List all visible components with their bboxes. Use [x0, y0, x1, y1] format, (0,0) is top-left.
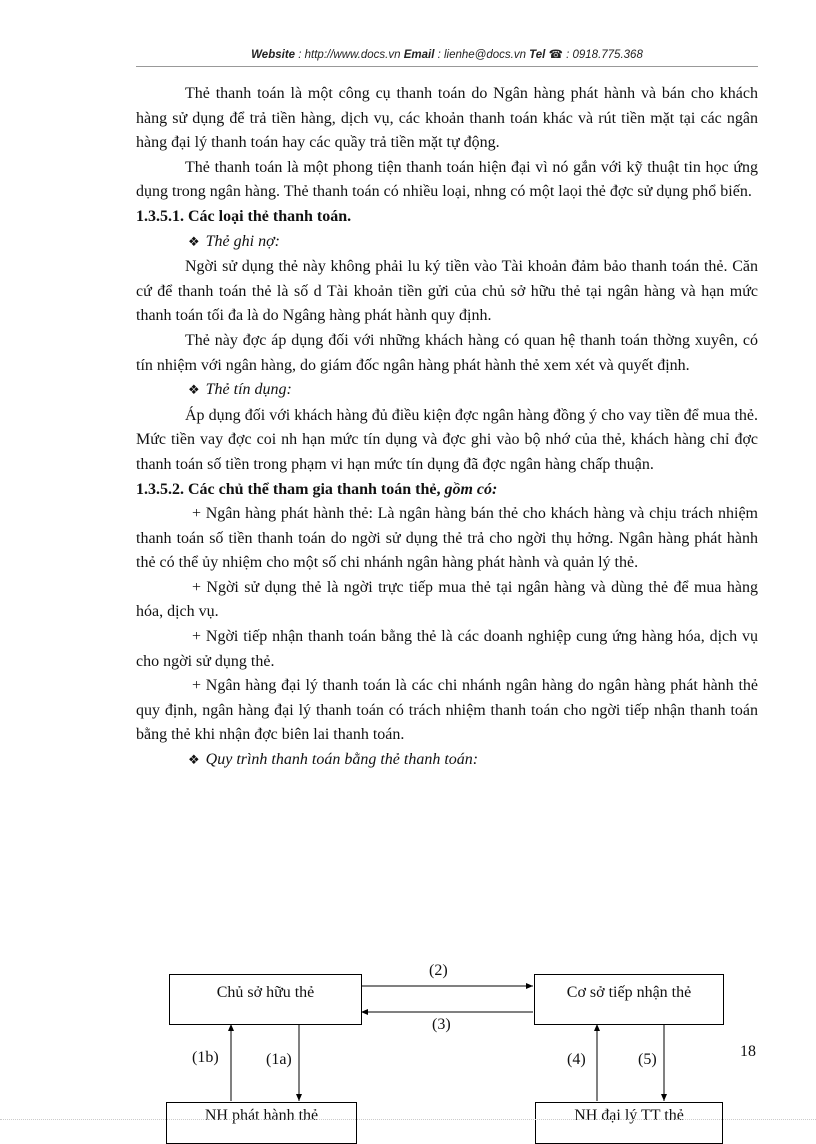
box-card-holder	[169, 974, 362, 1025]
section-heading-participants-italic: gồm có:	[444, 480, 498, 498]
label-step-4: (4)	[567, 1051, 586, 1068]
email-label: Email	[403, 49, 435, 61]
box-merchant-label: Cơ sở tiếp nhận thẻ	[566, 984, 692, 1001]
paragraph-debit-applies: Thẻ này đợc áp dụng đối với những khách hàng có quan hệ thanh toán thờng xuyên, có tín nhiệm với ngân hàng, do giám đốc ngân hàng phát hành thẻ xem xét và quyết định.	[136, 331, 758, 374]
paragraph-issuing-bank: + Ngân hàng phát hành thẻ: Là ngân hàng bán thẻ cho khách hàng và chịu trách nhiệm thanh toán số tiền thanh toán do ngời sử dụng thẻ trả cho ngời thụ hởng. Ngân hàng phát hành thẻ có thể ủy nhiệm cho một số chi nhánh ngân hàng phát hành và quản lý thẻ.	[136, 505, 758, 572]
page-number: 18	[740, 1043, 756, 1060]
paragraph-agent-bank: + Ngân hàng đại lý thanh toán là các chi nhánh ngân hàng do ngân hàng phát hành thẻ quy định, ngân hàng đại lý thanh toán có trách nhiệm thanh toán cho ngời tiếp nhận thanh toán bằng thẻ khi nhận đợc biên lai thanh toán.	[136, 677, 758, 744]
box-issuing-bank	[166, 1102, 357, 1144]
section-heading-participants-text: 1.3.5.2. Các chủ thể tham gia thanh toán thẻ,	[136, 480, 445, 498]
bullet-payment-process-label: Quy trình thanh toán bằng thẻ thanh toán:	[205, 751, 479, 769]
label-step-3: (3)	[432, 1016, 451, 1033]
section-heading-card-types: 1.3.5.1. Các loại thẻ thanh toán.	[136, 207, 352, 225]
paragraph-card-modern: Thẻ thanh toán là một phong tiện thanh toán hiện đại vì nó gắn với kỹ thuật tin học ứng dụng trong ngân hàng. Thẻ thanh toán có nhiều loại, nhng có một laọi thẻ đợc sử dụng phổ biến.	[136, 158, 758, 201]
tel-value: : 0918.775.368	[562, 49, 643, 61]
paragraph-merchant: + Ngời tiếp nhận thanh toán bằng thẻ là các doanh nghiệp cung ứng hàng hóa, dịch vụ cho ngời sử dụng thẻ.	[136, 628, 758, 670]
box-agent-bank-label: NH đại lý TT thẻ	[574, 1107, 684, 1124]
website-label: Website	[251, 49, 296, 61]
paragraph-card-definition: Thẻ thanh toán là một công cụ thanh toán do Ngân hàng phát hành và bán cho khách hàng sử dụng để trả tiền hàng, dịch vụ, các khoản thanh toán khác và rút tiền mặt tại các ngân hàng đại lý thanh toán hay các quầy trả tiền mặt tự động.	[136, 85, 758, 152]
label-step-1a: (1a)	[266, 1051, 292, 1068]
box-merchant	[534, 974, 724, 1025]
website-value: : http://www.docs.vn	[295, 49, 404, 61]
diamond-bullet-icon: ❖	[188, 753, 200, 769]
box-issuing-bank-label: NH phát hành thẻ	[204, 1107, 319, 1124]
paragraph-debit-user: Ngời sử dụng thẻ này không phải lu ký tiền vào Tài khoản đảm bảo thanh toán thẻ. Căn cứ để thanh toán thẻ là số d Tài khoản tiền gửi của chủ sở hữu thẻ tại ngân hàng và hạn mức thanh toán tối đa là do Ngâng hàng phát hành quy định.	[136, 258, 758, 325]
paragraph-credit-applies: Áp dụng đối với khách hàng đủ điều kiện đợc ngân hàng đồng ý cho vay tiền để mua thẻ. Mức tiền vay đợc coi nh hạn mức tín dụng và đợc ghi vào bộ nhớ của thẻ, khách hàng chỉ đợc thanh toán số tiền trong phạm vi hạn mức tín dụng đã đợc ngân hàng chấp thuận.	[136, 406, 758, 473]
label-step-1b: (1b)	[192, 1049, 219, 1066]
email-value: : lienhe@docs.vn	[434, 49, 530, 61]
footer-divider	[0, 1119, 816, 1120]
phone-icon: ☎	[548, 49, 563, 61]
box-agent-bank	[535, 1102, 723, 1144]
paragraph-card-user: + Ngời sử dụng thẻ là ngời trực tiếp mua thẻ tại ngân hàng và dùng thẻ để mua hàng hóa, dịch vụ.	[136, 578, 758, 621]
tel-label: Tel	[529, 49, 546, 61]
label-step-2: (2)	[429, 962, 448, 979]
bullet-credit-card-label: Thẻ tín dụng:	[205, 381, 292, 399]
box-card-holder-label: Chủ sở hữu thẻ	[216, 984, 315, 1001]
label-step-5: (5)	[638, 1051, 657, 1068]
diamond-bullet-icon: ❖	[188, 383, 200, 399]
bullet-debit-card-label: Thẻ ghi nợ:	[205, 232, 280, 250]
diamond-bullet-icon: ❖	[188, 234, 200, 250]
